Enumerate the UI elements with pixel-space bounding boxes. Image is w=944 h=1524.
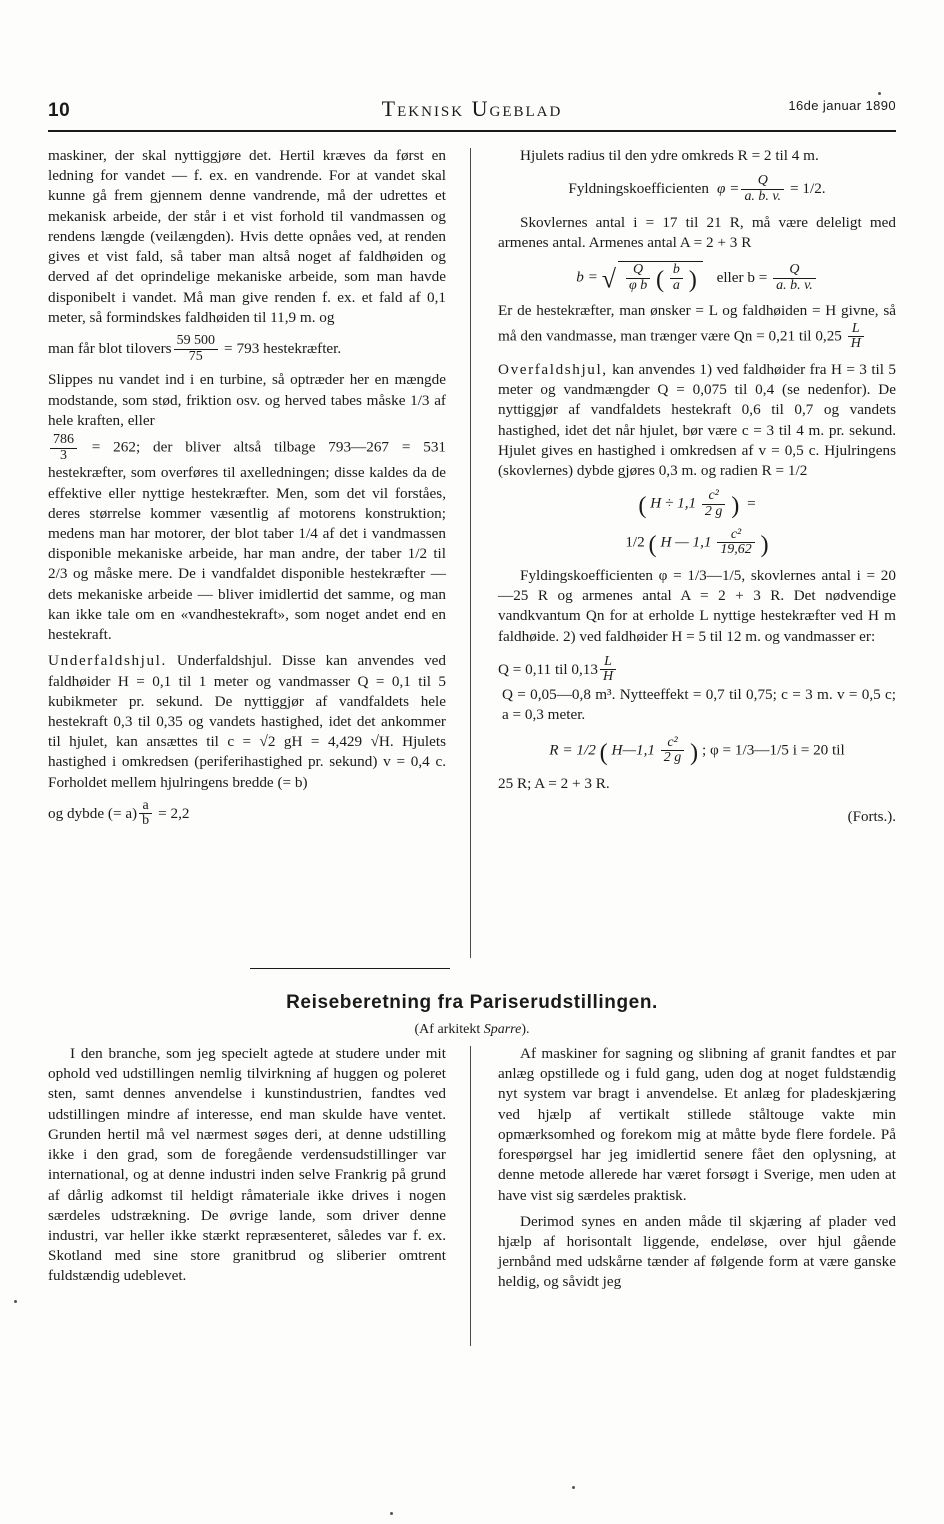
sqrt-body — [618, 261, 703, 293]
folio-number: 10 — [48, 100, 71, 121]
scan-speck — [14, 1300, 17, 1303]
fraction-denominator: a. b. v. — [773, 278, 816, 294]
paren-close: ) — [760, 530, 769, 558]
fraction-q-phib — [626, 263, 650, 293]
left-column: maskiner, der skal nyttiggjøre det. Hertil kræves da først en ledning for vandet — f. ex. en vandrende. For at vandet skal kunne gå frem gjennem denne vandrende, må der udrettes et mekanisk arbeide, der står i et vist forhold til vandmassen og rendens længde (veilængden). Hvis dette opnåes ved, at renden gives et vist fald, så taber man altså noget af faldhøiden og derved af det oprindelige mekaniske arbeide, som man havde disponibelt i vandet. Må man give renden f. ex. et fald af 0,1 meter, så formindskes faldhøiden til 11,9 m. og man får blot tilovers $\frac{59 500}{75}$ = 793 hestekræfter. Slippes nu vandet ind i en turbine, så optræder her en mængde modstande, som stød, friktion osv. og herved tabes måske 1/3 af hele kraften, eller $\frac{786}{3}$ = 262; der bliver altså tilbage 793—267 = 531 hestekræfter, som overføres til axelledningen; disse kaldes da de effektive eller nyttige hestekræfter. Men, som det vil forståes, deres størrelse kommer væsentlig af motorens konstruktion; medens man har motorer, der blot taber 1/4 af det i vandmassen disponible mekaniske arbeide, har man andre, der taber 1/2 til 2/3 og måske mere. De i vandfaldet disponible hestekræfter — dets mekaniske arbeide — bliver imidlertid det samme, og man kan ikke tale om en «vandhestekraft», som noget andet end en hestekraft. Underfaldshjul. Underfaldshjul. Disse kan anvendes ved faldhøider H = 0,1 til 1 meter og vandmasser Q = 0,1 til 5 kubikmeter pr. sekund. De nyttiggjør af vandfaldets hele hestekraft 0,3 til 0,35 og vandets hastighed, idet det ankommer til hjulet, kan ansættes til c = √2 gH = 4,429 √H. Hjulets hastighed i omkredsen (periferihastighed pr. sekund) v = 0,4 c. Forholdet mellem hjulringens bredde (= b) og dybde (= a) $\frac{a}{b}$ = 2,2 — [48, 147, 447, 829]
paren-close: ) — [690, 738, 699, 766]
paragraph: maskiner, der skal nyttiggjøre det. Hertil kræves da først en ledning for vandet — f. ex. en vandrende. For at vandet skal kunne gå frem gjennem denne vandrende, må der udrettes et mekanisk arbeide, der står i et vist forhold til vandmassen og rendens længde (veilængden). Hvis dette opnåes ved, at renden gives et vist fald, så taber man altså noget af faldhøiden og derved af det oprindelige mekaniske arbeide, som man havde disponibelt i vandet. Må man give renden f. ex. et fald af 0,1 meter, så formindskes faldhøiden til 11,9 m. og — [48, 147, 446, 326]
fraction-numerator: 786 — [53, 431, 74, 447]
fraction-numerator: L — [851, 320, 860, 336]
fraction-numerator: Q — [789, 262, 800, 277]
equation-radius: ( H ÷ 1,1 $\frac{\text{c²}}{2 g}$ ) = — [638, 488, 756, 520]
fraction-denominator: b — [139, 813, 152, 829]
fraction-numerator: a — [142, 797, 149, 813]
equation-alt-label: eller b = — [716, 268, 768, 286]
fraction-denominator: H — [600, 669, 616, 685]
fraction-q-abv-2 — [773, 263, 816, 293]
paragraph: Skovlernes antal i = 17 til 21 R, må være deleligt med armenes antal. Armenes antal A = 2 + 3 R — [498, 213, 896, 251]
equation-b — [498, 261, 896, 293]
paren-open: ( — [648, 530, 657, 558]
paragraph: = 2,2 — [158, 804, 190, 822]
column-divider — [470, 148, 471, 958]
fraction-q-abv — [741, 174, 784, 204]
equation-lhs: b = — [576, 268, 598, 286]
byline-author: Sparre — [483, 1022, 522, 1037]
column-divider-lower — [470, 1046, 471, 1346]
fraction-denominator: φ b — [626, 278, 650, 294]
paragraph: og dybde (= a) — [48, 804, 138, 822]
equation-part: H ÷ 1,1 — [650, 494, 697, 512]
paren-open: ( — [656, 266, 665, 293]
byline-suffix: ). — [521, 1022, 530, 1037]
fraction-numerator: c² — [708, 488, 719, 504]
paragraph: man får blot tilovers — [48, 340, 172, 358]
sqrt-icon: √ — [601, 264, 616, 294]
paragraph: Fyldingskoefficienten φ = 1/3—1/5, skovlernes antal i = 20—25 R og armenes antal A = 2 + 3 R. Det nødvendige vandkvantum Qn for at erholde L nyttige hestekræfter ved H m faldhøide. 2) ved faldhøider H = 5 til 12 m. og vandmasser er: — [498, 566, 896, 645]
paragraph: Af maskiner for sagning og slibning af granit fandtes et par anlæg opstillede og i fuld gang, uden dog at noget fuldstændig nyt system var bragt i anvendelse. Et anlæg for pladeskjæring ved hjælp af vertikalt stillede ståltouge vakte min opmærksomhed og forekom mig at måtte byde flere fordele. På forespørgsel har jeg imidlertid senere fået den oplysning, at denne metode allerede har været forsøgt i Sverige, men uden at have vist sig særdeles praktisk. — [498, 1045, 896, 1204]
fraction-numerator: c² — [730, 526, 742, 542]
paragraph: 793 hestekræfter. — [236, 340, 342, 358]
paragraph: 25 R; A = 2 + 3 R. — [498, 774, 610, 792]
masthead-title: Teknisk Ugeblad — [381, 96, 563, 121]
fraction-denominator: 75 — [174, 349, 218, 365]
equation-coefficient: 1/2 — [625, 533, 645, 551]
header-rule — [48, 130, 896, 132]
article-right-column — [498, 1044, 896, 1293]
paren-open: ( — [638, 492, 647, 520]
fraction-l-h — [848, 322, 864, 352]
fraction-numerator: c² — [667, 734, 678, 750]
scan-speck — [390, 1512, 393, 1515]
fraction-numerator: L — [604, 653, 612, 669]
paragraph: kan anvendes 1) ved faldhøider fra H = 3 til 5 meter og vandmængder Q = 0,075 til 0,4 (se nedenfor). De nyttiggjør af vandfaldets hestekraft 0,6 til 0,7 og vandets hastighed, idet det når hjulet, bør være c = 3 til 4 m. pr. sekund. Hjulet gives en hastighed i omkredsen af v = 0,5 c. Hjulringens (skovlernes) dybde gjøres 0,3 m. og radien R = 1/2 — [498, 360, 896, 479]
label-fyldningskoefficient: Fyldningskoefficienten — [568, 180, 709, 198]
fraction-numerator: Q — [757, 173, 768, 189]
fraction-denominator: 19,62 — [717, 542, 754, 558]
fraction-denominator: 2 g — [702, 504, 725, 520]
fraction-denominator: a. b. v. — [741, 189, 784, 205]
fraction-numerator: Q — [633, 262, 644, 277]
paragraph-underfaldshjul — [48, 651, 446, 793]
article-separator-rule — [250, 968, 450, 969]
fraction-denominator: 3 — [50, 448, 77, 464]
fraction-l-h-2 — [600, 655, 616, 685]
equation-part: H — 1,1 — [660, 533, 712, 551]
paren-open: ( — [599, 738, 608, 766]
scan-speck — [572, 1486, 575, 1489]
byline-prefix: (Af arkitekt — [414, 1022, 484, 1037]
fraction-b-a — [670, 263, 683, 293]
fraction-59500-75 — [174, 334, 218, 364]
equation-tail: ; φ = 1/3—1/5 i = 20 til — [701, 741, 845, 759]
equation-final — [498, 736, 896, 766]
phi-symbol: φ = — [716, 180, 740, 198]
paren-close: ) — [688, 266, 697, 293]
fraction-c2-1962 — [717, 528, 754, 558]
page-header — [48, 96, 896, 130]
paragraph: = 262; der bliver altså tilbage 793—267 = 531 hestekræfter, som overføres til axelledningen; disse kaldes da de effektive eller nyttige hestekræfter. Men, som det vil forståes, deres størrelse kommer væsentlig af motorens konstruktion; medens man har motorer, der blot taber 1/4 af det i vandmassen disponible mekaniske arbeide, har man andre, der taber 1/2 til 2/3 og måske mere. De i vandfaldet disponible hestekræfter — dets mekaniske arbeide — bliver imidlertid det samme, og man kan ikke tale om en «vandhestekraft», som noget andet end en hestekraft. — [48, 438, 447, 644]
equation-part: H—1,1 — [611, 741, 655, 759]
fraction-denominator: 2 g — [661, 750, 684, 766]
scan-speck — [878, 92, 881, 95]
article-title: Reiseberetning fra Pariserudstillingen. — [286, 992, 658, 1013]
paragraph: Derimod synes en anden måde til skjæring af plader ved hjælp af horisontalt liggende, endeløse, over hjul gående jernbånd med udskårne tænder af følgende form at være ganske heldig, og såvidt jeg — [498, 1212, 896, 1291]
paragraph: Slippes nu vandet ind i en turbine, så optræder her en mængde modstande, som stød, friktion osv. og herved tabes måske 1/3 af hele kraften, eller — [48, 371, 446, 429]
paragraph: Er de hestekræfter, man ønsker = L og faldhøiden = H givne, så må den vandmasse, man trænger være Qn = 0,21 til 0,25 — [498, 302, 896, 345]
article-byline — [48, 1022, 896, 1038]
paragraph: Q = 0,05—0,8 m³. Nytteeffekt = 0,7 til 0,75; c = 3 m. v = 0,5 c; a = 0,3 meter. — [502, 686, 896, 724]
issue-date: 16de januar 1890 — [788, 98, 896, 113]
term-underfaldshjul: Underfaldshjul. — [48, 652, 167, 670]
paragraph: Hjulets radius til den ydre omkreds R = 2 til 4 m. — [520, 147, 819, 164]
fraction-a-b — [139, 799, 152, 829]
fraction-denominator: H — [848, 336, 864, 352]
value: = 1/2. — [790, 180, 826, 198]
paragraph-body: Underfaldshjul. Disse kan anvendes ved faldhøider H = 0,1 til 1 meter og vandmasser Q = 0,1 til 5 kubikmeter pr. sekund. De nyttiggjør af vandfaldets hele hestekraft 0,3 til 0,35 og vandets hastighed, idet det ankommer til hjulet, kan ansættes til c = √2 gH = 4,429 √H. Hjulets hastighed i omkredsen (periferihastighed pr. sekund) v = 0,4 c. Forholdet mellem hjulringens bredde (= b) — [48, 652, 446, 791]
paren-close: ) — [731, 492, 740, 520]
equation-radius-2 — [498, 528, 896, 558]
right-column — [498, 146, 896, 828]
fraction-786-3 — [50, 433, 77, 463]
equation-lhs: R = 1/2 — [549, 741, 596, 759]
article-left-column — [48, 1044, 446, 1287]
fraction-numerator: 59 500 — [176, 332, 215, 348]
continuation-note: (Forts.). — [847, 809, 896, 826]
fraction-denominator: a — [670, 278, 683, 294]
fraction-c2-2g — [702, 489, 725, 519]
fraction-numerator: b — [672, 262, 680, 277]
fraction-c2-2g-2 — [661, 736, 684, 766]
paragraph: I den branche, som jeg specielt agtede at studere under mit ophold ved udstillingen nemlig tilvirkning af huggen og poleret sten, samt dennes anvendelse i kunstindustrien, fandtes ved udstillingen mindre af interesse, end man skulde have ventet. Grunden hertil må vel nærmest søges deri, at denne udstilling ikke i den grad, som de foregående verdensudstillinger var international, og at denne industri inden selve Frankrig på grund af dårlig adkomst til heldigt råmateriale ikke drives i nogen særdeles udstrækning. De øvrige lande, som driver denne industri, var heller ikke stærkt repræsenteret, således var f. ex. Skotland med sine store granitbrud og sliberier omtrent fuldstændig udeblevet. — [48, 1045, 446, 1285]
term-overfaldshjul: Overfaldshjul, — [498, 360, 608, 378]
paragraph: Q = 0,11 til 0,13 — [498, 660, 598, 678]
